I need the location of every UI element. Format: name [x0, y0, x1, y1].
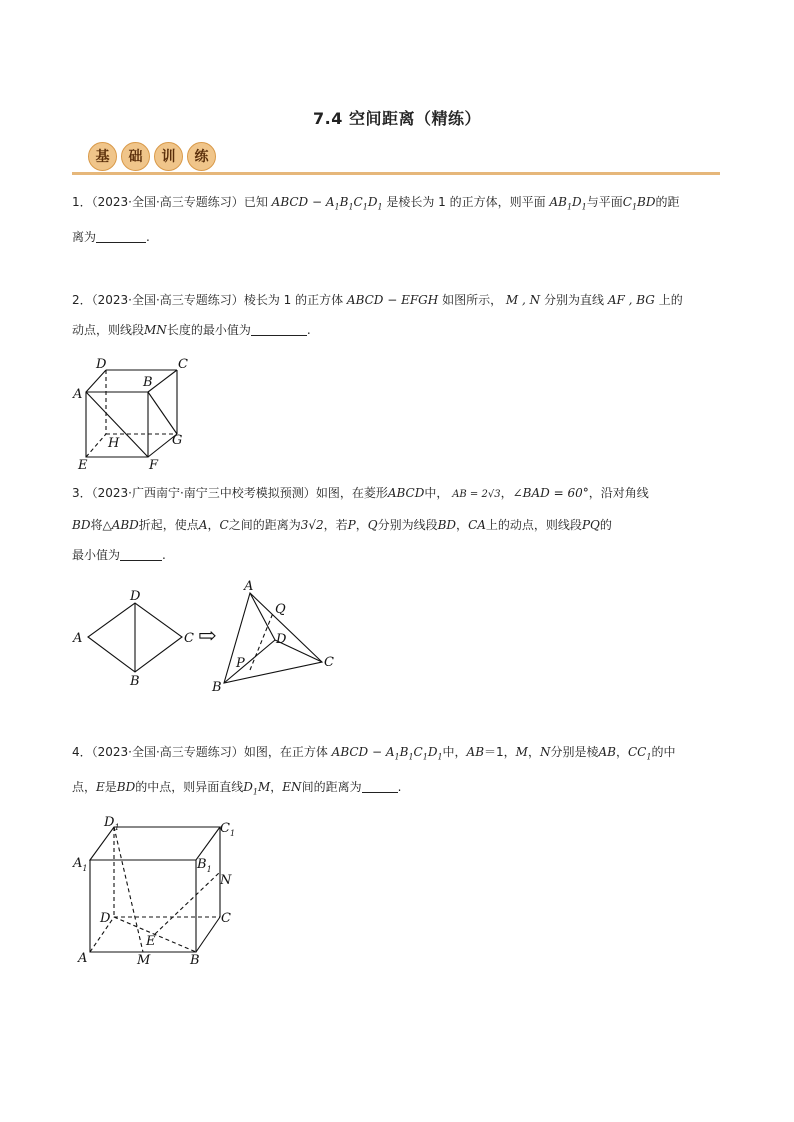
math-expr: E — [96, 780, 105, 795]
problem-3-line2: BD将△ABD折起，使点A，C之间的距离为3√2，若P，Q分别为线段BD，CA上的动点，则线段PQ的 — [72, 518, 612, 532]
text: 分别是棱 — [550, 745, 599, 759]
segment-en — [155, 872, 220, 934]
edge-bc — [196, 917, 220, 952]
math-expr: ABCD − $A_1B_1C_1D_1$ — [271, 195, 383, 212]
label-b: B — [130, 674, 140, 689]
banner-char: 础 — [121, 142, 150, 171]
plane-1: $AB_1D_1$ — [549, 195, 587, 212]
text: 动点，则线段 — [72, 323, 145, 337]
text: 的 — [599, 518, 612, 532]
label-a: A — [244, 579, 254, 594]
label-a: A — [73, 631, 83, 646]
label-b: B — [143, 375, 153, 390]
label-e: E — [78, 458, 88, 472]
label-b: B — [190, 953, 200, 968]
banner-char: 训 — [154, 142, 183, 171]
label-m: M — [137, 953, 151, 968]
text: 的中点，则异面直线 — [135, 780, 244, 795]
text: ， — [500, 486, 513, 500]
cube-top-face — [90, 827, 220, 860]
problem-4-line2: 点，E是BD的中点，则异面直线$D_1M$，EN间的距离为 . — [72, 780, 402, 797]
text: 是棱长为 1 的正方体，则平面 — [386, 195, 546, 209]
label-f: F — [149, 458, 159, 472]
label-d: D — [96, 357, 107, 372]
math-expr: AB = 2√3 — [452, 489, 501, 500]
arrow-icon: ⇨ — [198, 624, 217, 649]
label-d: D — [276, 632, 287, 647]
label-c: C — [324, 655, 334, 670]
label-c: C — [221, 911, 231, 926]
problem-4-line1: 4．（2023·全国·高三专题练习）如图，在正方体 ABCD − $A_1B_1C_1D_1$中，AB＝1，M，N分别是棱AB，$CC_1$的中 — [72, 745, 676, 762]
label-g: G — [172, 433, 183, 448]
math-expr: PQ — [581, 518, 600, 532]
text: ， — [527, 745, 540, 759]
math-expr: $D_1M$ — [243, 780, 271, 797]
problem-source: （2023·全国·高三专题练习） — [91, 293, 244, 307]
problem-number: 4． — [72, 745, 92, 759]
label-n: N — [220, 873, 232, 888]
answer-blank[interactable] — [362, 780, 398, 793]
label-c: C — [178, 357, 188, 372]
text: 棱长为 1 的正方体 — [243, 293, 344, 307]
math-expr: M — [515, 745, 528, 759]
text: . — [397, 780, 402, 795]
label-b1: $B_1$ — [197, 857, 212, 874]
math-expr: Q — [367, 518, 378, 532]
edge-eh — [86, 434, 106, 457]
text: 如图，在正方体 — [243, 745, 328, 759]
math-expr: MN — [144, 323, 167, 337]
text: 分别为直线 — [543, 293, 604, 307]
problem-source: （2023·广西南宁·南宁三中校考模拟预测） — [91, 486, 316, 500]
page-title: 7.4 空间距离（精练） — [313, 109, 481, 128]
text: 上的 — [658, 293, 683, 307]
label-a: A — [78, 951, 88, 966]
answer-blank[interactable] — [96, 230, 146, 243]
text: 将△ — [90, 518, 112, 532]
problem-2-line1 — [72, 285, 722, 315]
math-expr: AB — [598, 745, 616, 759]
label-q: Q — [275, 602, 286, 617]
math-expr: A — [198, 518, 208, 532]
math-expr: 3√2 — [300, 518, 324, 532]
math-expr: BD — [437, 518, 457, 532]
math-expr: ABCD — [387, 486, 425, 500]
problem-2 — [72, 285, 722, 345]
text: 的距 — [655, 195, 680, 209]
math-expr: AF , BG — [607, 293, 655, 307]
text: ，若 — [323, 518, 348, 532]
problem-source: （2023·全国·高三专题练习） — [91, 745, 244, 759]
math-expr: EN — [282, 780, 302, 795]
segment-pq — [250, 613, 273, 670]
math-expr: $CC_1$ — [628, 745, 652, 762]
text: 上的动点，则线段 — [485, 518, 582, 532]
text: 如图所示， — [442, 293, 503, 307]
text: ，沿对角线 — [588, 486, 649, 500]
math-expr: ABCD − $A_1B_1C_1D_1$ — [331, 745, 443, 762]
text: 分别为线段 — [377, 518, 438, 532]
text: . — [162, 548, 166, 562]
cube-figure-4 — [70, 812, 250, 972]
problem-1 — [72, 187, 722, 252]
answer-blank[interactable] — [120, 548, 162, 561]
text: 是 — [104, 780, 117, 795]
label-p: P — [236, 656, 245, 671]
text: 与平面 — [586, 195, 623, 209]
problem-1-line2 — [72, 222, 722, 252]
problem-3-line1 — [72, 478, 722, 510]
plane-2: $C_1BD$ — [622, 195, 656, 212]
text: ， — [207, 518, 220, 532]
math-expr: ABCD − EFGH — [346, 293, 439, 307]
math-expr: N — [539, 745, 551, 759]
text: 折起，使点 — [138, 518, 199, 532]
line-bg — [148, 392, 177, 434]
text: 之间的距离为 — [228, 518, 301, 532]
label-d1: $D_1$ — [104, 815, 120, 832]
text: ＝1， — [484, 745, 516, 759]
text: 的中 — [651, 745, 676, 759]
math-expr: ABD — [111, 518, 139, 532]
text: 间的距离为 — [301, 780, 362, 795]
text: . — [146, 230, 150, 245]
banner-char: 基 — [88, 142, 117, 171]
problem-1-line1 — [72, 187, 722, 222]
problem-number: 2． — [72, 293, 92, 307]
math-expr: CA — [468, 518, 486, 532]
problem-number: 3． — [72, 486, 92, 500]
math-expr: BD — [72, 518, 91, 532]
text: 如图，在菱形 — [315, 486, 388, 500]
text: 中， — [424, 486, 449, 500]
edge-ad — [86, 370, 106, 392]
label-e: E — [146, 934, 156, 949]
math-expr: ∠BAD = 60° — [512, 486, 589, 500]
problem-3-line3 — [72, 540, 722, 570]
answer-blank[interactable] — [251, 323, 307, 336]
text: 最小值为 — [72, 548, 121, 562]
label-b: B — [212, 680, 222, 695]
label-a: A — [73, 387, 83, 402]
math-expr: BD — [116, 780, 136, 795]
cube-front-face — [90, 860, 196, 952]
text: 已知 — [243, 195, 268, 209]
problem-4 — [72, 737, 722, 808]
label-d: D — [130, 589, 141, 604]
cube-figure-2 — [70, 352, 200, 472]
text: 点， — [72, 780, 97, 795]
problem-number: 1． — [72, 195, 92, 209]
text: . — [306, 323, 311, 337]
text: 长度的最小值为 — [166, 323, 251, 337]
label-a1: $A_1$ — [73, 856, 88, 873]
section-banner — [88, 140, 220, 172]
label-h: H — [108, 436, 120, 451]
math-expr: C — [219, 518, 229, 532]
label-c1: $C_1$ — [220, 821, 236, 838]
label-c: C — [184, 631, 194, 646]
problem-2-line2 — [72, 315, 722, 345]
segment-d1m — [114, 827, 143, 952]
text: 中， — [442, 745, 467, 759]
math-expr: M , N — [505, 293, 541, 307]
math-expr: P — [347, 518, 356, 532]
problem-source: （2023·全国·高三专题练习） — [91, 195, 244, 209]
banner-char: 练 — [187, 142, 216, 171]
text: 离为 — [72, 230, 97, 245]
problem-3 — [72, 478, 722, 570]
rhombus-figures — [70, 575, 350, 695]
math-expr: AB — [466, 745, 485, 759]
edge-bd — [224, 640, 275, 683]
label-d: D — [100, 911, 111, 926]
section-divider — [72, 172, 720, 175]
